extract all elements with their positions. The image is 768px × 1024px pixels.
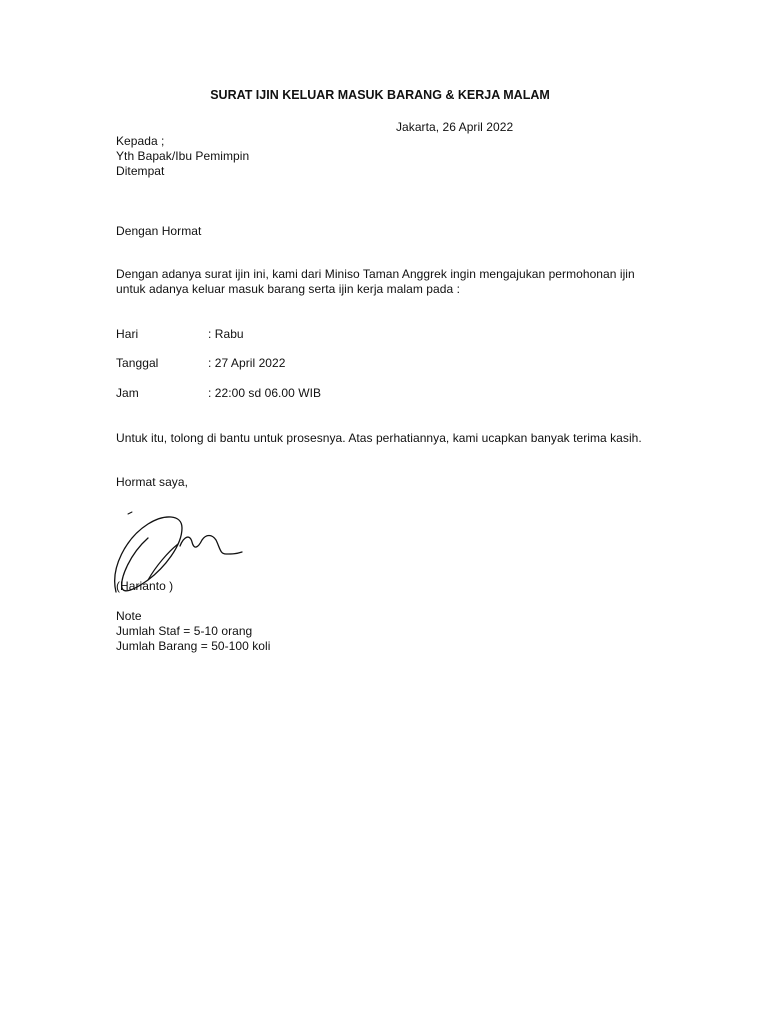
recipient-line-2: Yth Bapak/Ibu Pemimpin bbox=[116, 149, 250, 163]
detail-label-tanggal: Tanggal bbox=[116, 356, 159, 370]
recipient-line-1: Kepada ; bbox=[116, 134, 165, 148]
body-line-1: Dengan adanya surat ijin ini, kami dari Miniso Taman Anggrek ingin mengajukan permohonan ijin bbox=[116, 267, 635, 281]
closing-text: Untuk itu, tolong di bantu untuk prosesnya. Atas perhatiannya, kami ucapkan banyak terima kasih. bbox=[116, 431, 642, 445]
greeting: Dengan Hormat bbox=[116, 224, 202, 238]
signatory-name: (Harianto ) bbox=[116, 579, 174, 593]
regards: Hormat saya, bbox=[116, 475, 188, 489]
note-heading: Note bbox=[116, 609, 142, 623]
place-date: Jakarta, 26 April 2022 bbox=[396, 120, 514, 134]
note-line-2: Jumlah Barang = 50-100 koli bbox=[116, 639, 271, 653]
detail-value-hari: : Rabu bbox=[208, 327, 244, 341]
letter-title-text: SURAT IJIN KELUAR MASUK BARANG & KERJA MALAM bbox=[210, 88, 550, 102]
body-line-2: untuk adanya keluar masuk barang serta ijin kerja malam pada : bbox=[116, 282, 460, 296]
detail-value-tanggal: : 27 April 2022 bbox=[208, 356, 286, 370]
detail-value-jam: : 22:00 sd 06.00 WIB bbox=[208, 386, 322, 400]
recipient-line-3: Ditempat bbox=[116, 164, 165, 178]
detail-label-jam: Jam bbox=[116, 386, 139, 400]
note-line-1: Jumlah Staf = 5-10 orang bbox=[116, 624, 253, 638]
letter-title bbox=[0, 88, 768, 102]
detail-label-hari: Hari bbox=[116, 327, 139, 341]
